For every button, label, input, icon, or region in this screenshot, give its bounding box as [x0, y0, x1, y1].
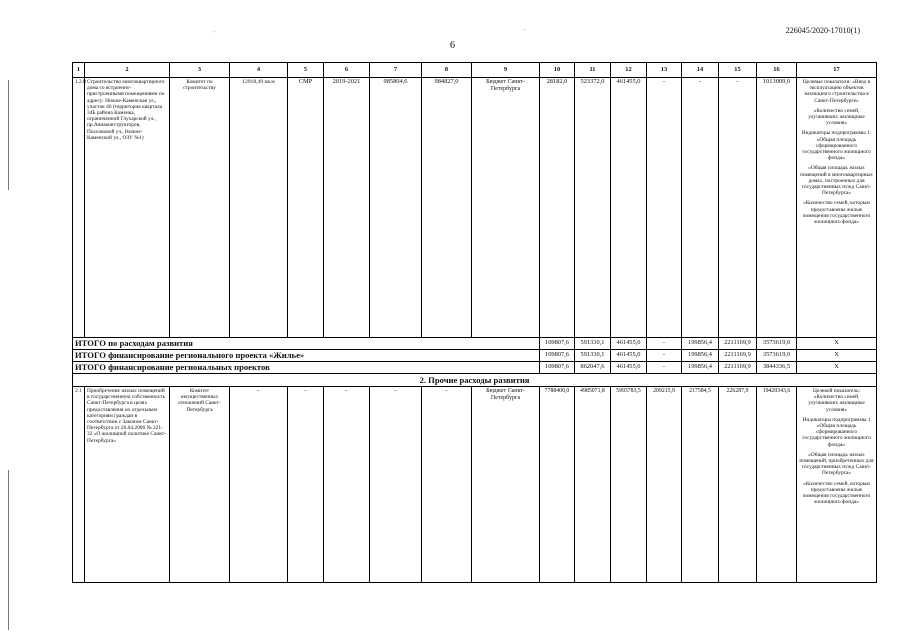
table-row	[73, 78, 877, 338]
col-header: 11	[575, 63, 611, 78]
indicator-text: «Количество семей, которым предоставлены жилые помещения государственного жилищного фонда»	[802, 200, 871, 226]
col-header: 15	[719, 63, 757, 78]
total-label: ИТОГО финансирование региональных проектов	[73, 362, 540, 374]
indicator-text: Целевые показатели: «Ввод в эксплуатацию объектов жилищного строительства в Санкт-Петербурге»	[802, 79, 871, 104]
scan-edge-line	[8, 470, 9, 630]
col-header: 2	[85, 63, 170, 78]
cell-value: -	[288, 387, 324, 583]
col-header: 10	[540, 63, 575, 78]
indicator-text: Целевой показатель: «Количество семей, улучшивших жилищные условия»	[808, 388, 865, 413]
indicator-text: «Количество семей, улучшивших жилищные условия»	[808, 107, 865, 127]
cell-value: 461455,0	[611, 338, 647, 350]
cell-value: -	[324, 387, 370, 583]
cell-value: 199856,4	[682, 338, 719, 350]
cell-value: 199856,4	[682, 362, 719, 374]
cell-value: 523372,0	[575, 78, 611, 338]
capacity: 12918,49 кв.м	[230, 78, 288, 338]
col-header: 5	[288, 63, 324, 78]
scan-artifact: '	[524, 29, 526, 35]
cell-value: 7788400,0	[540, 387, 575, 583]
cell-value: 862047,6	[575, 362, 611, 374]
cell-value: 461455,0	[611, 78, 647, 338]
cell-value: 4985071,8	[575, 387, 611, 583]
indicator-text: «Количество семей, которым предоставлены жилые помещения государственного жилищного фонда»	[802, 480, 871, 506]
item-code: 2.1	[73, 387, 85, 583]
col-header: 8	[422, 63, 472, 78]
indicators	[797, 387, 877, 583]
indicator-text: Индикаторы подпрограммы 1: «Общая площадь сформированного государственного жилищного фонда»	[801, 130, 872, 162]
cell-value: X	[797, 338, 877, 350]
col-header: 17	[797, 63, 877, 78]
cell-value: 985804,6	[370, 78, 422, 338]
col-header: 1	[73, 63, 85, 78]
document-reference-number: 226045/2020-17010(1)	[785, 26, 860, 35]
cell-value: 226287,9	[719, 387, 757, 583]
indicator-text: Индикаторы подпрограммы 1 «Общая площадь сформированного государственного жилищного фонда»	[802, 416, 871, 448]
cell-value: 217584,5	[682, 387, 719, 583]
cell-value: -	[230, 387, 288, 583]
cell-value: 199856,4	[682, 350, 719, 362]
indicator-text: «Общая площадь жилых помещений, приобретенных для государственных нужд Санкт-Петербурга»	[799, 451, 874, 477]
total-row	[73, 362, 877, 374]
scan-edge-line	[8, 80, 9, 190]
section-heading-row	[73, 374, 877, 387]
executor: Комитет имущественных отношений Санкт-Петербурга	[170, 387, 230, 583]
cell-value: 19420343,6	[757, 387, 797, 583]
cell-value: 1013009,0	[757, 78, 797, 338]
cell-value: 109807,6	[540, 338, 575, 350]
total-row	[73, 350, 877, 362]
cell-value: -	[422, 387, 472, 583]
cell-value: -	[682, 78, 719, 338]
col-header: 13	[647, 63, 682, 78]
cell-value: -	[370, 387, 422, 583]
cell-value: 461455,0	[611, 362, 647, 374]
cell-value: 2211169,9	[719, 362, 757, 374]
cell-value: 591330,1	[575, 338, 611, 350]
total-row	[73, 338, 877, 350]
total-label: ИТОГО финансирование регионального проекта «Жилье»	[73, 350, 540, 362]
cell-value: -	[647, 350, 682, 362]
cell-value: 3573619,0	[757, 338, 797, 350]
executor: Комитет по строительству	[170, 78, 230, 338]
cell-value: 461455,0	[611, 350, 647, 362]
item-name: Строительство многоквартирного дома со встроенно-пристроенными помещениями по адресу: Нижне-Каменская ул., участок 46 (территория квартала 34Б района Каменка, ограниченной Глухарской ул., пр.Авиаконструкторов, Поселковой ул., Нижне-Каменской ул., ОЗУ №1)	[85, 78, 170, 338]
cell-value: 2211169,9	[719, 338, 757, 350]
cell-value: -	[719, 78, 757, 338]
indicator-text: «Общая площадь жилых помещений в многоквартирных домах, построенных для государственных нужд Санкт-Петербурга»	[800, 165, 873, 197]
cell-value: 3573619,0	[757, 350, 797, 362]
column-number-row	[73, 63, 877, 78]
col-header: 9	[472, 63, 540, 78]
funding-source: Бюджет Санкт-Петербурга	[472, 78, 540, 338]
section-title: 2. Прочие расходы развития	[73, 374, 877, 387]
cell-value: 109807,6	[540, 362, 575, 374]
scan-artifact: '	[214, 31, 216, 37]
col-header: 3	[170, 63, 230, 78]
col-header: 7	[370, 63, 422, 78]
cell-value: 2211169,9	[719, 350, 757, 362]
total-label: ИТОГО по расходам развития	[73, 338, 540, 350]
cell-value: 109807,6	[540, 350, 575, 362]
cell-value: 591330,1	[575, 350, 611, 362]
funding-source: Бюджет Санкт-Петербурга	[472, 387, 540, 583]
cell-value: 3844336,5	[757, 362, 797, 374]
cell-value: X	[797, 350, 877, 362]
col-header: 16	[757, 63, 797, 78]
years: 2019-2021	[324, 78, 370, 338]
cell-value: -	[647, 338, 682, 350]
cell-value: 984827,0	[422, 78, 472, 338]
col-header: 4	[230, 63, 288, 78]
program-table	[72, 62, 877, 583]
cell-value: 5993783,5	[611, 387, 647, 583]
indicators	[797, 78, 877, 338]
col-header: 12	[611, 63, 647, 78]
item-code: 1.2.8	[73, 78, 85, 338]
item-name: Приобретение жилых помещений в государственную собственность Санкт-Петербурга в целях предоставления их отдельным категориям граждан в соответствии с Законом Санкт-Петербурга от 26.04.2006 № 221-32 «О жилищной политике Санкт-Петербурга»	[85, 387, 170, 583]
cell-value: 28182,0	[540, 78, 575, 338]
cell-value: -	[647, 78, 682, 338]
table-row	[73, 387, 877, 583]
col-header: 14	[682, 63, 719, 78]
cell-value: 209215,9	[647, 387, 682, 583]
col-header: 6	[324, 63, 370, 78]
work-type: СМР	[288, 78, 324, 338]
page-number: 6	[450, 40, 455, 51]
cell-value: -	[647, 362, 682, 374]
cell-value: X	[797, 362, 877, 374]
